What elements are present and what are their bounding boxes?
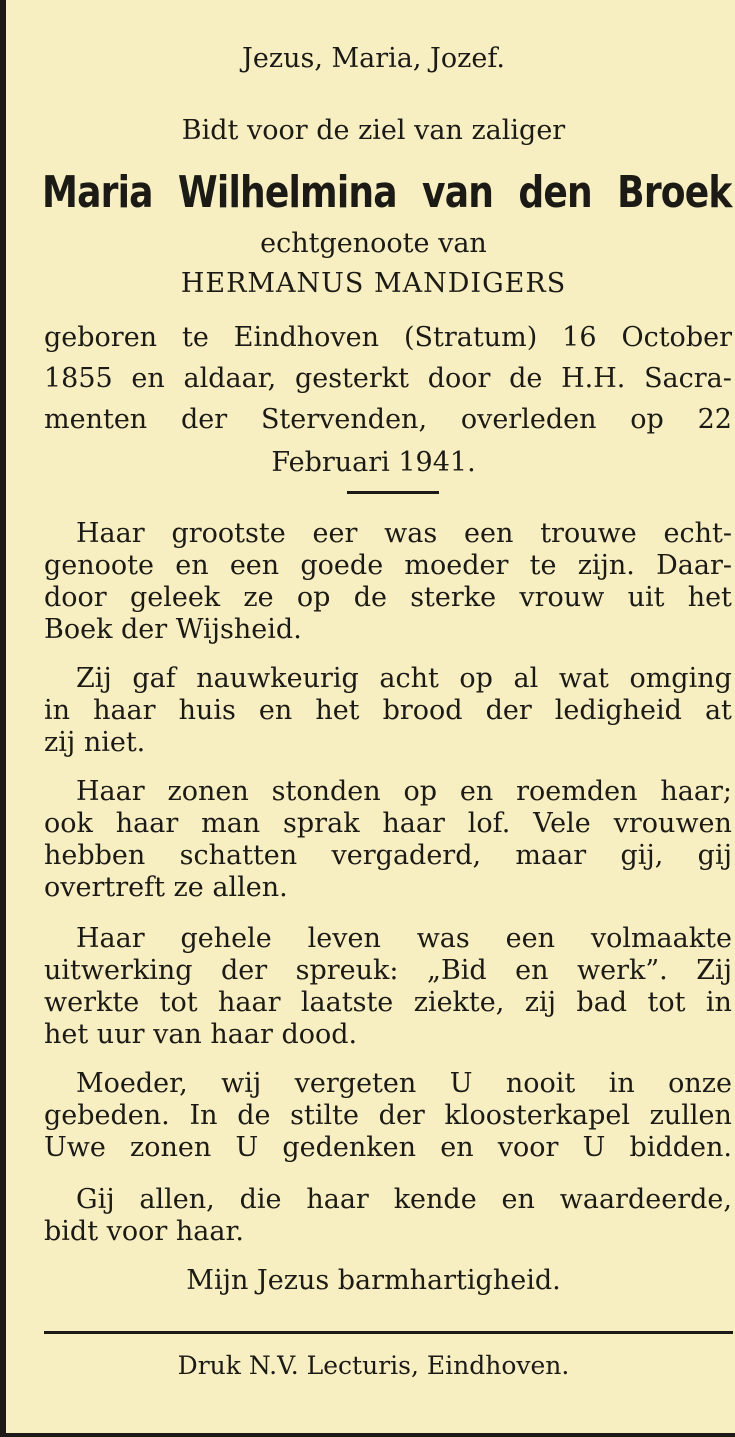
paragraph-1-line-4: Boek der Wijsheid. [44, 614, 302, 645]
biography-line-3: menten der Stervenden, overleden op 22 [44, 404, 732, 435]
paragraph-3-line-3: hebben schatten vergaderd, maar gij, gij [44, 840, 732, 871]
paragraph-4-line-2: uitwerking der spreuk: „Bid en werk”. Zij [44, 955, 732, 986]
invocation: Jezus, Maria, Jozef. [242, 43, 505, 74]
paragraph-4-line-1: Haar gehele leven was een volmaakte [76, 923, 732, 954]
section-divider [347, 491, 439, 494]
paragraph-2-line-1: Zij gaf nauwkeurig acht op al wat omging [76, 663, 732, 694]
paragraph-5-line-2: gebeden. In de stilte der kloosterkapel zullen [44, 1100, 732, 1131]
closing-prayer: Mijn Jezus barmhartigheid. [186, 1265, 561, 1296]
prayer-request: Bidt voor de ziel van zaliger [181, 115, 566, 146]
biography-line-2: 1855 en aldaar, gesterkt door de H.H. Sacra- [44, 363, 732, 394]
spouse-name: HERMANUS MANDIGERS [180, 268, 567, 299]
paragraph-6-line-1: Gij allen, die haar kende en waardeerde, [76, 1184, 732, 1215]
paragraph-1-line-2: genoote en een goede moeder te zijn. Daar- [44, 550, 732, 581]
paragraph-3-line-1: Haar zonen stonden op en roemden haar; [76, 776, 732, 807]
paragraph-5-line-1: Moeder, wij vergeten U nooit in onze [76, 1068, 732, 1099]
paragraph-5-line-3: Uwe zonen U gedenken en voor U bidden. [44, 1132, 732, 1163]
biography-line-1: geboren te Eindhoven (Stratum) 16 October [44, 322, 732, 353]
paragraph-2-line-2: in haar huis en het brood der ledigheid at [44, 695, 732, 726]
paragraph-3-line-4: overtreft ze allen. [44, 872, 288, 903]
spouse-label: echtgenoote van [260, 228, 487, 259]
deceased-name: Maria Wilhelmina van den Broek [42, 167, 732, 218]
paragraph-4-line-4: het uur van haar dood. [44, 1019, 358, 1050]
printer-credit: Druk N.V. Lecturis, Eindhoven. [177, 1351, 570, 1380]
paragraph-6-line-2: bidt voor haar. [44, 1216, 244, 1247]
biography-line-4: Februari 1941. [271, 447, 476, 478]
paragraph-2-line-3: zij niet. [44, 727, 146, 758]
paragraph-1-line-1: Haar grootste eer was een trouwe echt- [76, 518, 732, 549]
paragraph-3-line-2: ook haar man sprak haar lof. Vele vrouwen [44, 808, 732, 839]
footer-divider [44, 1331, 733, 1334]
paragraph-1-line-3: door geleek ze op de sterke vrouw uit het [44, 582, 732, 613]
paragraph-4-line-3: werkte tot haar laatste ziekte, zij bad tot in [44, 987, 732, 1018]
